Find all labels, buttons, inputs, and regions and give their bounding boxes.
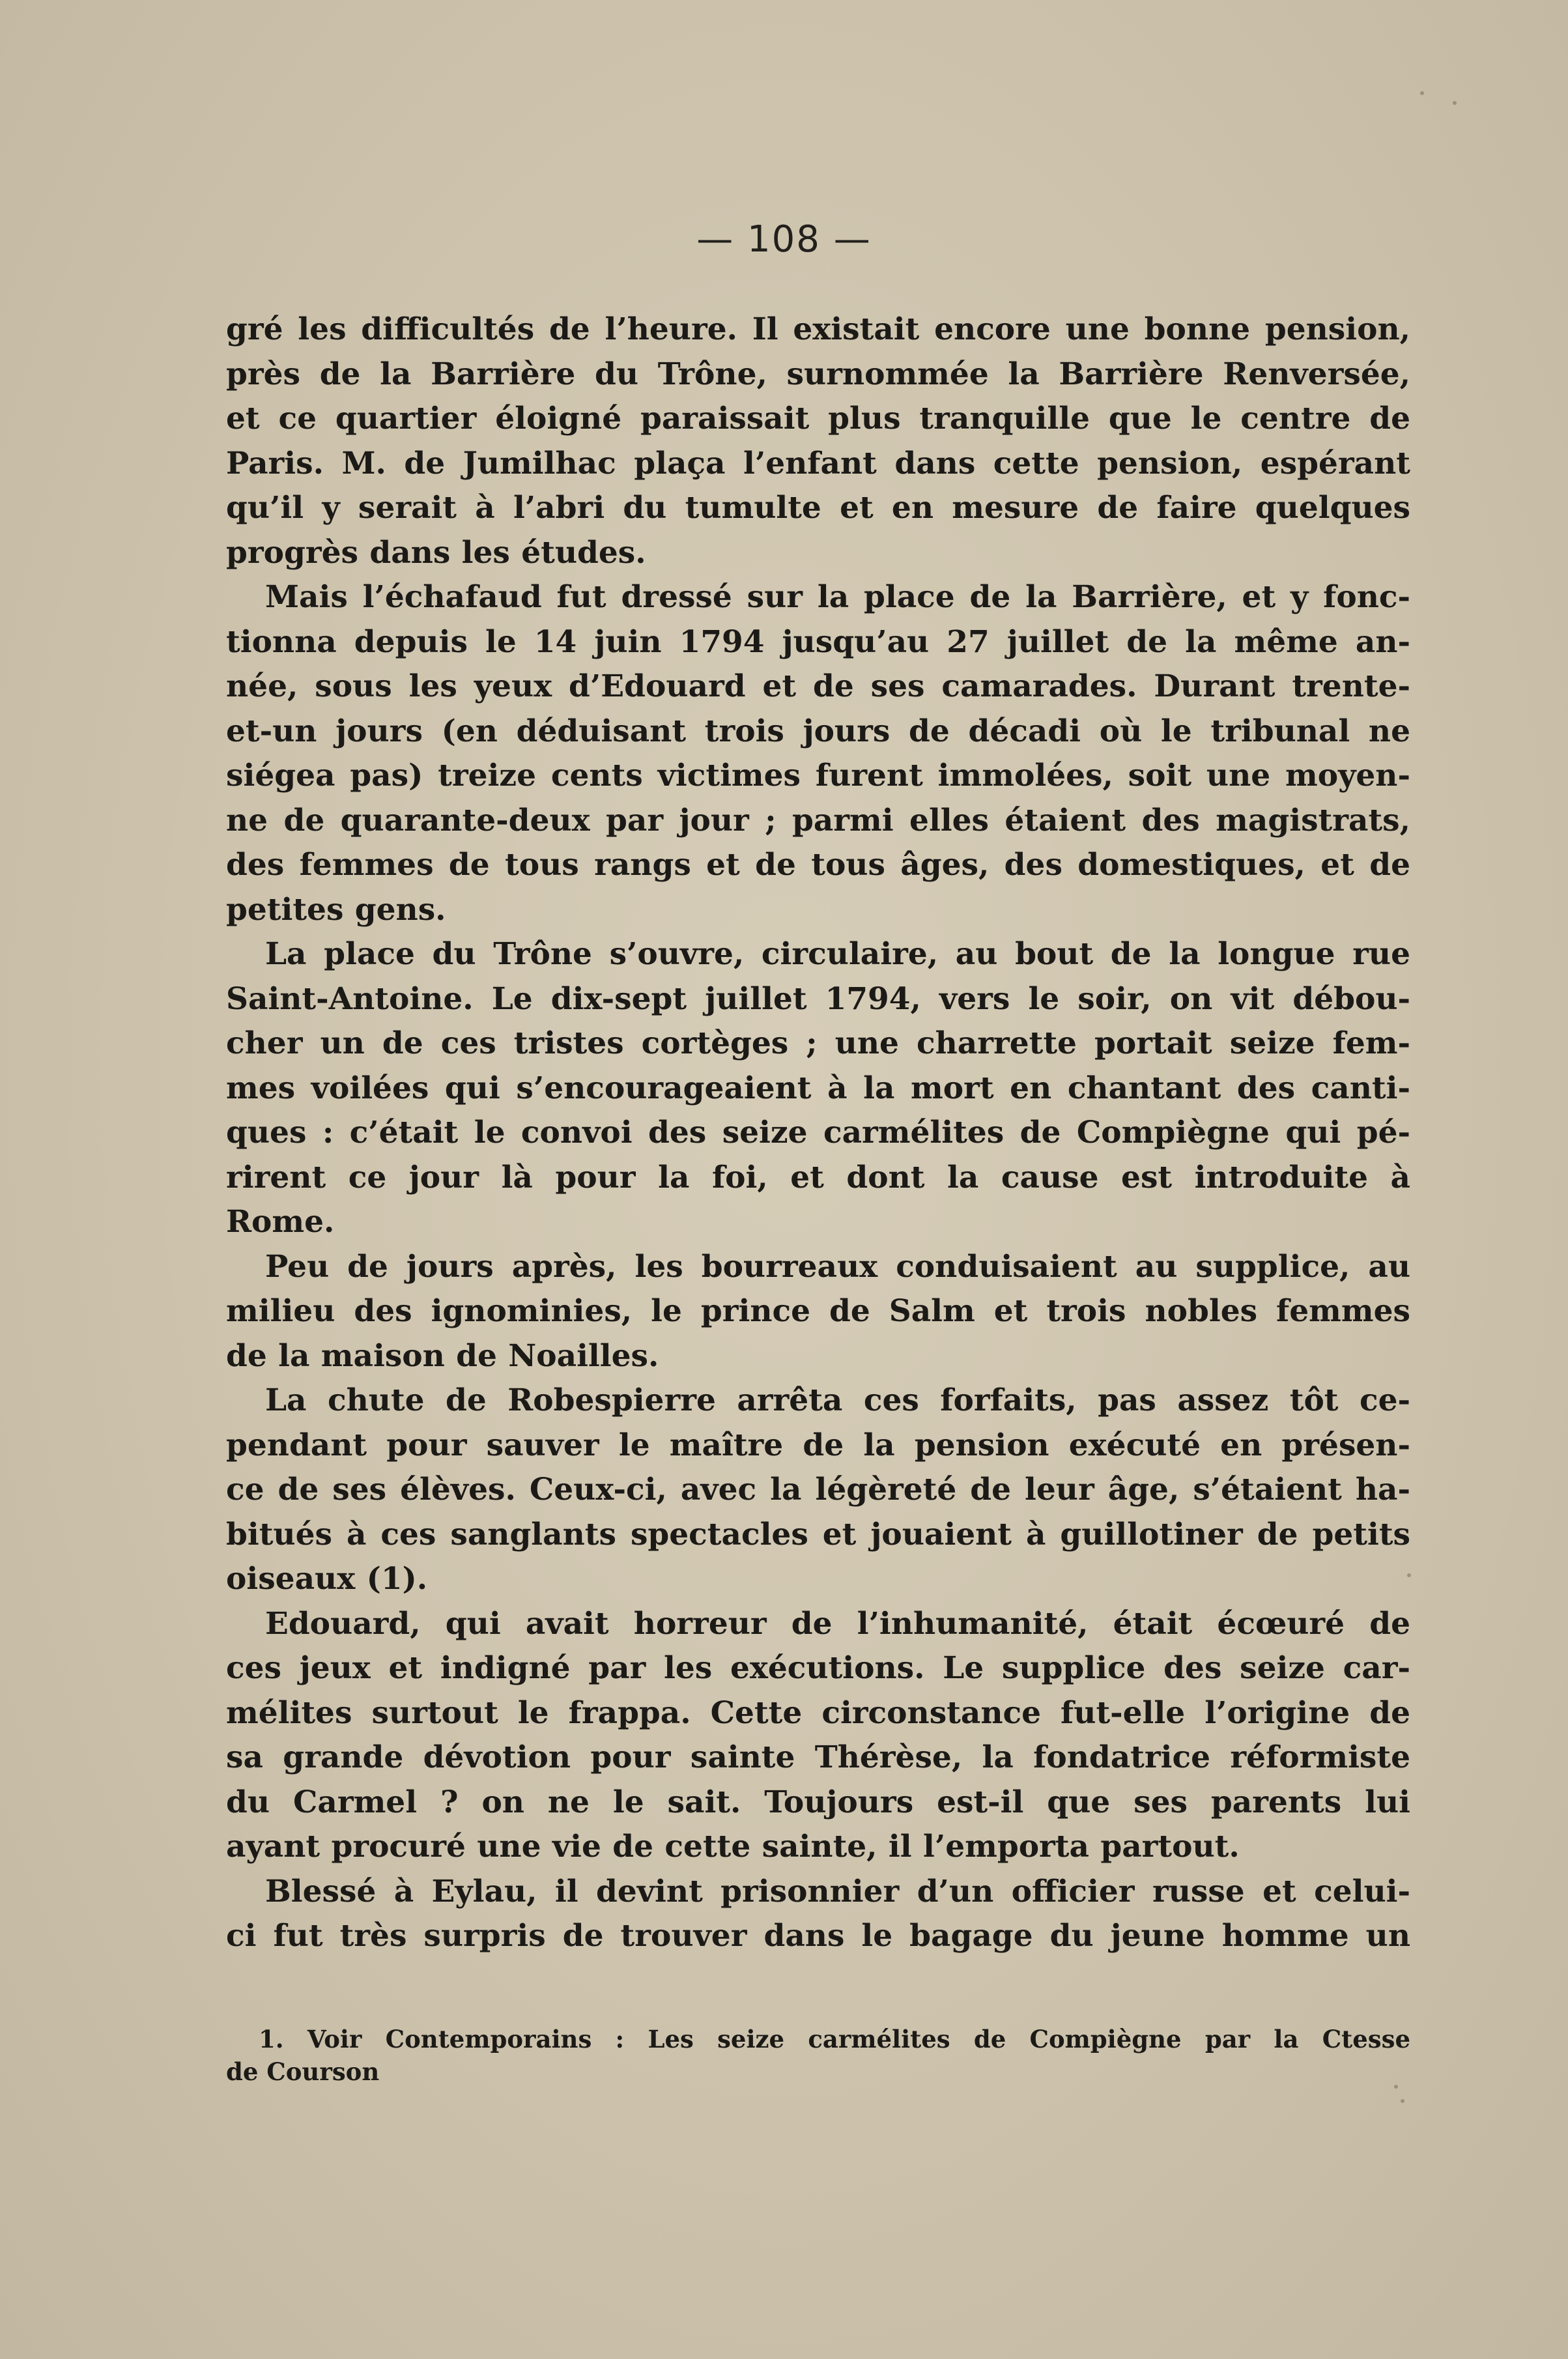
body-text (226, 307, 1410, 1959)
text-line: pendant pour sauver le maître de la pension exécuté en présen- (226, 1427, 1410, 1463)
text-line: Edouard, qui avait horreur de l’inhumanité, était écœuré de (265, 1605, 1410, 1642)
text-line: qu’il y serait à l’abri du tumulte et en mesure de faire quelques (226, 490, 1410, 526)
scan-speck (1394, 2085, 1398, 2089)
text-line: milieu des ignominies, le prince de Salm et trois nobles femmes (226, 1293, 1410, 1329)
text-line: mélites surtout le frappa. Cette circonstance fut-elle l’origine de (226, 1694, 1410, 1731)
text-line: mes voilées qui s’encourageaient à la mort en chantant des canti- (226, 1070, 1410, 1106)
text-line: Rome. (226, 1204, 335, 1240)
text-line: La place du Trône s’ouvre, circulaire, au bout de la longue rue (265, 936, 1410, 972)
footnote-line: de Courson (226, 2057, 380, 2086)
text-line: ces jeux et indigné par les exécutions. Le supplice des seize car- (226, 1650, 1410, 1686)
text-line: Mais l’échafaud fut dressé sur la place de la Barrière, et y fonc- (265, 579, 1410, 615)
footnote-line: 1. Voir Contemporains : Les seize carmélites de Compiègne par la Ctesse (259, 2025, 1410, 2053)
text-line: sa grande dévotion pour sainte Thérèse, la fondatrice réformiste (226, 1739, 1410, 1775)
text-line: Paris. M. de Jumilhac plaça l’enfant dans cette pension, espérant (226, 445, 1410, 481)
text-line: Peu de jours après, les bourreaux conduisaient au supplice, au (265, 1248, 1410, 1285)
text-line: rirent ce jour là pour la foi, et dont la cause est introduite à (226, 1159, 1410, 1195)
scan-speck (1420, 91, 1424, 95)
text-line: Blessé à Eylau, il devint prisonnier d’un officier russe et celui- (265, 1873, 1410, 1909)
text-line: ce de ses élèves. Ceux-ci, avec la légèreté de leur âge, s’étaient ha- (226, 1472, 1410, 1508)
text-line: bitués à ces sanglants spectacles et jouaient à guillotiner de petits (226, 1516, 1410, 1552)
text-line: du Carmel ? on ne le sait. Toujours est-il que ses parents lui (226, 1784, 1410, 1820)
text-line: gré les difficultés de l’heure. Il existait encore une bonne pension, (226, 311, 1410, 347)
text-line: ayant procuré une vie de cette sainte, il l’emporta partout. (226, 1829, 1240, 1865)
text-line: près de la Barrière du Trône, surnommée la Barrière Renversée, (226, 356, 1410, 392)
text-line: née, sous les yeux d’Edouard et de ses camarades. Durant trente- (226, 668, 1410, 704)
page-number: — 108 — (696, 218, 872, 261)
footnote (226, 2023, 1410, 2088)
scan-speck (1407, 1573, 1411, 1577)
text-line: de la maison de Noailles. (226, 1337, 659, 1374)
text-line: cher un de ces tristes cortèges ; une charrette portait seize fem- (226, 1025, 1410, 1061)
text-line: des femmes de tous rangs et de tous âges, des domestiques, et de (226, 847, 1410, 883)
text-line: ci fut très surpris de trouver dans le bagage du jeune homme un (226, 1918, 1410, 1954)
text-line: tionna depuis le 14 juin 1794 jusqu’au 27 juillet de la même an- (226, 623, 1410, 660)
text-line: oiseaux (1). (226, 1561, 428, 1597)
text-line: petites gens. (226, 891, 446, 928)
text-line: progrès dans les études. (226, 534, 646, 571)
scan-speck (1401, 2099, 1404, 2103)
scan-speck (1453, 101, 1457, 105)
text-line: ne de quarante-deux par jour ; parmi elles étaient des magistrats, (226, 802, 1410, 838)
text-line: La chute de Robespierre arrêta ces forfaits, pas assez tôt ce- (265, 1382, 1410, 1418)
text-line: siégea pas) treize cents victimes furent immolées, soit une moyen- (226, 758, 1410, 793)
text-line: Saint-Antoine. Le dix-sept juillet 1794, vers le soir, on vit débou- (226, 980, 1410, 1017)
text-line: et-un jours (en déduisant trois jours de décadi où le tribunal ne (226, 713, 1410, 749)
text-line: ques : c’était le convoi des seize carmélites de Compiègne qui pé- (226, 1115, 1410, 1151)
text-line: et ce quartier éloigné paraissait plus tranquille que le centre de (226, 401, 1410, 436)
